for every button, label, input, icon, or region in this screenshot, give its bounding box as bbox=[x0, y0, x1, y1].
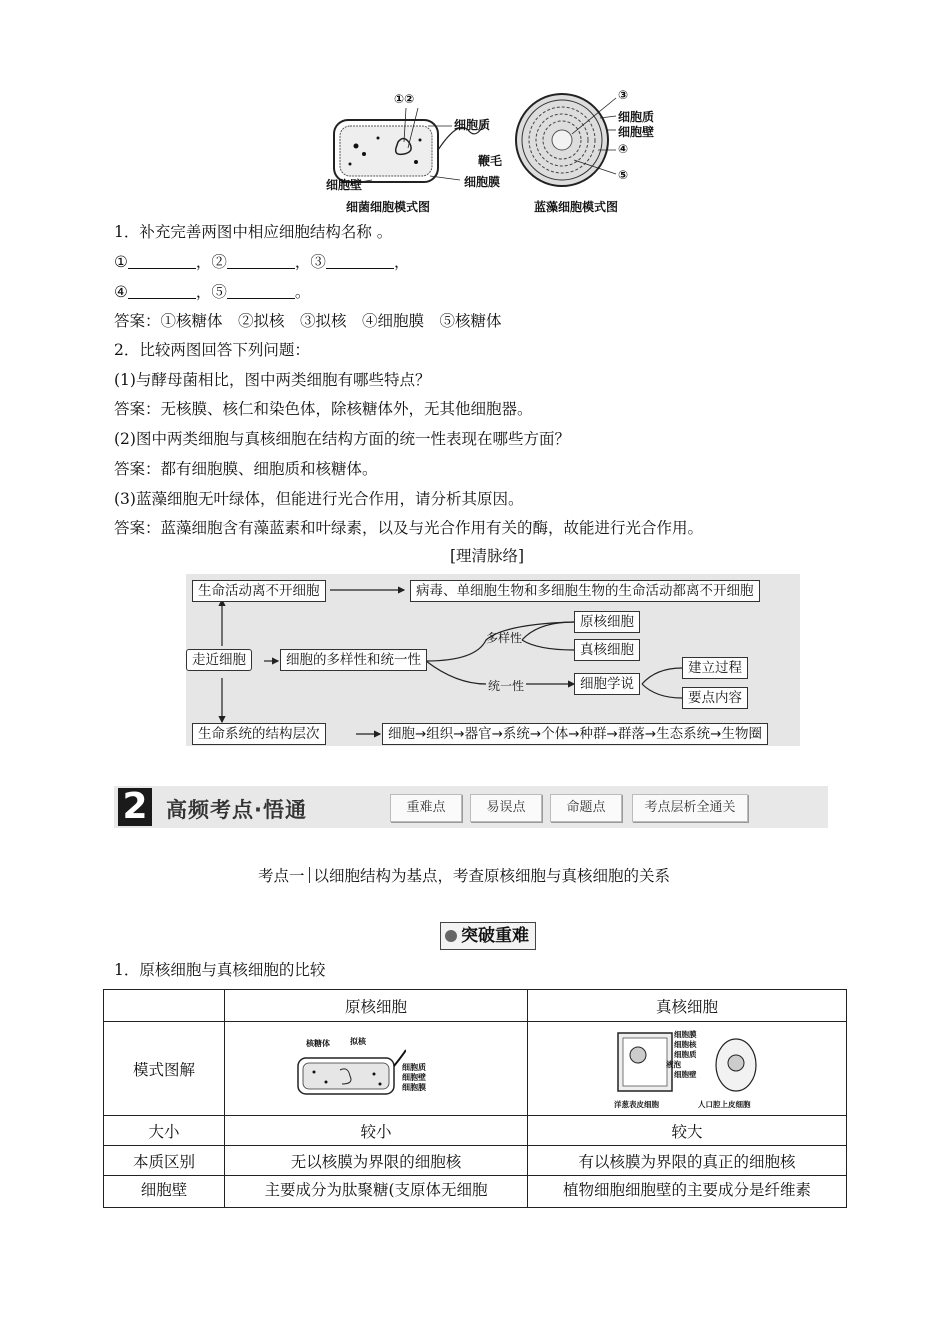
q1-title: 1．补充完善两图中相应细胞结构名称 。 bbox=[114, 223, 393, 241]
label-5: ⑤ bbox=[618, 168, 629, 182]
blank-5[interactable] bbox=[227, 284, 295, 299]
label-cytoplasm-2: 细胞质 bbox=[618, 110, 655, 124]
q2-2-question: (2)图中两类细胞与真核细胞在结构方面的统一性表现在哪些方面？ bbox=[114, 430, 570, 448]
prokaryote-diagram-cell bbox=[225, 1022, 528, 1116]
euk-label-cytoplasm: 细胞质 bbox=[674, 1049, 697, 1059]
blank-1[interactable] bbox=[128, 254, 196, 269]
euk-label-membrane: 细胞膜 bbox=[674, 1029, 697, 1039]
cell-euk-size: 较大 bbox=[528, 1116, 847, 1146]
table-row bbox=[104, 1176, 847, 1208]
section-banner bbox=[114, 786, 828, 828]
tab-key-difficult[interactable]: 重难点 bbox=[390, 794, 462, 822]
node-prokaryote: 原核细胞 bbox=[574, 611, 640, 633]
label-diversity: 多样性 bbox=[486, 631, 523, 645]
banner-title: 高频考点·悟通 bbox=[166, 798, 307, 822]
eukaryote-diagram-cell bbox=[528, 1022, 847, 1116]
table-row bbox=[104, 1146, 847, 1176]
cell-prok-essential: 无以核膜为界限的细胞核 bbox=[225, 1146, 528, 1176]
row-label-cell-wall: 细胞壁 bbox=[104, 1176, 225, 1208]
cell-euk-essential: 有以核膜为界限的真正的细胞核 bbox=[528, 1146, 847, 1176]
label-flagellum: 鞭毛 bbox=[478, 154, 503, 168]
cell-prok-wall: 主要成分为肽聚糖(支原体无细胞 bbox=[225, 1176, 528, 1208]
q2-1-question: (1)与酵母菌相比，图中两类细胞有哪些特点？ bbox=[114, 371, 431, 389]
bacteria-figure bbox=[320, 88, 510, 216]
node-diversity-unity: 细胞的多样性和统一性 bbox=[280, 649, 427, 671]
q2-2-answer: 答案：都有细胞膜、细胞质和核糖体。 bbox=[114, 460, 378, 478]
label-wall: 细胞壁 bbox=[326, 178, 363, 192]
blank-3[interactable] bbox=[326, 254, 394, 269]
tab-error-prone[interactable]: 易误点 bbox=[470, 794, 542, 822]
node-eukaryote: 真核细胞 bbox=[574, 639, 640, 661]
blank-4[interactable] bbox=[128, 284, 196, 299]
cyanobacteria-caption: 蓝藻细胞模式图 bbox=[534, 200, 619, 214]
row-label-size: 大小 bbox=[104, 1116, 225, 1146]
node-life-detail: 病毒、单细胞生物和多细胞生物的生命活动都离不开细胞 bbox=[410, 580, 760, 602]
q2-3-answer: 答案：蓝藻细胞含有藻蓝素和叶绿素，以及与光合作用有关的酶，故能进行光合作用。 bbox=[114, 519, 704, 537]
tab-exam-point[interactable]: 命题点 bbox=[550, 794, 622, 822]
section-badge: 突破重难 bbox=[440, 922, 536, 950]
comparison-table bbox=[103, 989, 847, 1208]
node-cell-theory: 细胞学说 bbox=[574, 673, 640, 695]
prok-label-ribosome: 核糖体 bbox=[306, 1038, 330, 1048]
node-life-needs-cells: 生命活动离不开细胞 bbox=[192, 580, 326, 602]
node-process: 建立过程 bbox=[682, 657, 748, 679]
topic-text: 以细胞结构为基点，考查原核细胞与真核细胞的关系 bbox=[313, 867, 671, 885]
prok-label-wall: 细胞壁 bbox=[402, 1072, 426, 1082]
mindmap-heading: [理清脉络] bbox=[450, 547, 525, 565]
label-4: ④ bbox=[618, 142, 629, 156]
euk-label-vacuole: 液泡 bbox=[666, 1059, 681, 1069]
cell-prok-size: 较小 bbox=[225, 1116, 528, 1146]
topic-line bbox=[258, 866, 670, 886]
comparison-heading: 1．原核细胞与真核细胞的比较 bbox=[114, 961, 326, 979]
bacteria-caption: 细菌细胞模式图 bbox=[346, 200, 431, 214]
topic-label: 考点一 bbox=[258, 867, 305, 885]
label-1-2: ①② bbox=[394, 92, 415, 106]
concept-map bbox=[186, 574, 800, 746]
header-cell-empty bbox=[104, 990, 225, 1022]
euk-label-wall: 细胞壁 bbox=[674, 1069, 697, 1079]
banner-number: 2 bbox=[118, 788, 152, 826]
label-wall-2: 细胞壁 bbox=[618, 125, 655, 139]
euk-caption-human: 人口腔上皮细胞 bbox=[698, 1099, 751, 1109]
q2-title: 2．比较两图回答下列问题： bbox=[114, 341, 310, 359]
node-key-points: 要点内容 bbox=[682, 687, 748, 709]
header-eukaryote: 真核细胞 bbox=[528, 990, 847, 1022]
cell-euk-wall: 植物细胞细胞壁的主要成分是纤维素 bbox=[528, 1176, 847, 1208]
node-levels-detail: 细胞→组织→器官→系统→个体→种群→群落→生态系统→生物圈 bbox=[382, 723, 768, 745]
row-label-diagram: 模式图解 bbox=[104, 1022, 225, 1116]
q1-answer: 答案：①核糖体 ②拟核 ③拟核 ④细胞膜 ⑤核糖体 bbox=[114, 312, 502, 330]
table-row bbox=[104, 1116, 847, 1146]
table-row-diagram bbox=[104, 1022, 847, 1116]
prokaryote-cell-diagram bbox=[296, 1048, 406, 1098]
prok-label-membrane: 细胞膜 bbox=[402, 1082, 426, 1092]
header-prokaryote: 原核细胞 bbox=[225, 990, 528, 1022]
q2-1-answer: 答案：无核膜、核仁和染色体，除核糖体外，无其他细胞器。 bbox=[114, 400, 533, 418]
prok-label-cytoplasm: 细胞质 bbox=[402, 1062, 426, 1072]
label-unity: 统一性 bbox=[488, 679, 525, 693]
tab-all-levels[interactable]: 考点层析全通关 bbox=[632, 794, 748, 822]
down-triangle-icon bbox=[445, 930, 457, 942]
label-membrane: 细胞膜 bbox=[464, 175, 501, 189]
cyanobacteria-figure bbox=[512, 88, 672, 216]
label-3: ③ bbox=[618, 88, 629, 102]
prok-label-nucleoid: 拟核 bbox=[350, 1036, 366, 1046]
blank-2[interactable] bbox=[227, 254, 295, 269]
node-root: 走近细胞 bbox=[186, 649, 252, 671]
row-label-essential-diff: 本质区别 bbox=[104, 1146, 225, 1176]
euk-label-nucleus: 细胞核 bbox=[674, 1039, 697, 1049]
node-levels: 生命系统的结构层次 bbox=[192, 723, 326, 745]
euk-caption-onion: 洋葱表皮细胞 bbox=[614, 1099, 659, 1109]
q1-blanks-row2: ④ ，⑤ 。 bbox=[114, 283, 311, 301]
table-header-row bbox=[104, 990, 847, 1022]
q1-blanks-row1: ① ，② ，③ ， bbox=[114, 253, 410, 271]
label-cytoplasm: 细胞质 bbox=[454, 118, 491, 132]
q2-3-question: (3)蓝藻细胞无叶绿体，但能进行光合作用，请分析其原因。 bbox=[114, 490, 524, 508]
